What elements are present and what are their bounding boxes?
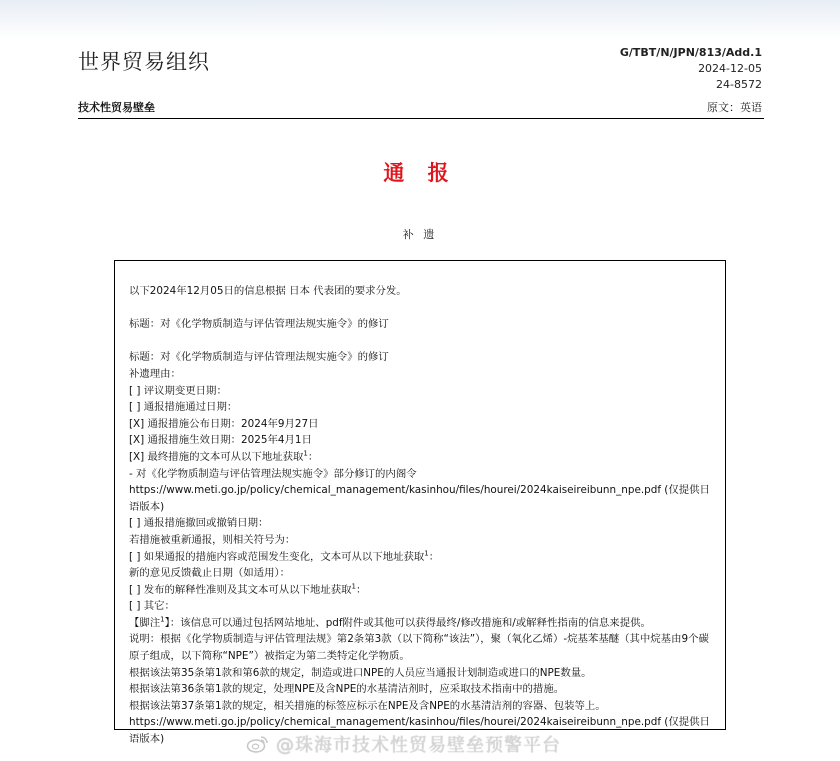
withdrawn-line: [ ] 通报措施撤回或撤销日期： — [129, 517, 269, 530]
document-date: 2024-12-05 — [698, 62, 762, 75]
measure-url-2[interactable]: https://www.meti.go.jp/policy/chemical_management/kasinhou/files/hourei/2024kaiseireibunn_npe.pdf (仅提供日语版本) — [129, 716, 710, 746]
effective-line: [X] 通报措施生效日期：2025年4月1日 — [129, 434, 312, 447]
adopted-line: [ ] 通报措施通过日期： — [129, 401, 238, 414]
notification-title: 通 报 — [383, 161, 457, 185]
measure-url-1[interactable]: https://www.meti.go.jp/policy/chemical_management/kasinhou/files/hourei/2024kaiseireibunn_npe.pdf (仅提供日语版本) — [129, 484, 710, 513]
content-change-line: [ ] 如果通报的措施内容或范围发生变化，文本可从以下地址获取$^1$： — [129, 549, 440, 563]
watermark-text: @珠海市技术性贸易壁垒预警平台 — [276, 735, 561, 756]
new-deadline-line: 新的意见反馈截止日期（如适用）： — [129, 567, 291, 580]
footnote-marker: 1 — [160, 615, 165, 624]
explanation-text: 说明：根据《化学物质制造与评估管理法规》第2条第3款（以下简称“该法”），聚（氧化乙烯）-烷基苯基醚（其中烷基由9个碳原子组成，以下简称“NPE”）被指定为第二类特定化学物质。 — [129, 633, 709, 663]
top-gradient-bar — [0, 0, 840, 40]
amend-order-line: - 对《化学物质制造与评估管理法规实施令》部分修订的内阁令 — [129, 467, 417, 480]
renotified-line: 若措施被重新通报，则相关符号为： — [129, 533, 296, 546]
reference-number: 24-8572 — [716, 78, 762, 91]
header-divider — [78, 118, 764, 119]
organization-name: 世界贸易组织 — [78, 50, 210, 74]
comment-change-line: [ ] 评议期变更日期： — [129, 384, 227, 397]
article-35-text: 根据该法第35条第1款和第6款的规定，制造或进口NPE的人员应当通报计划制造或进口的NPE数量。 — [129, 666, 592, 679]
footnote-marker: 1 — [424, 549, 429, 558]
footnote-marker: 1 — [303, 449, 308, 458]
intro-text: 以下2024年12月05日的信息根据 日本 代表团的要求分发。 — [129, 285, 407, 297]
watermark — [246, 730, 606, 758]
published-line: [X] 通报措施公布日期：2024年9月27日 — [129, 417, 319, 430]
document-references — [620, 45, 762, 93]
final-text-line: [X] 最终措施的文本可从以下地址获取$^1$： — [129, 449, 319, 463]
footnote-marker: 1 — [351, 582, 356, 591]
title-line-2: 标题：对《化学物质制造与评估管理法规实施令》的修订 — [129, 351, 389, 364]
interpretive-line: [ ] 发布的解释性准则及其文本可从以下地址获取$^1$： — [129, 582, 367, 596]
committee-name: 技术性贸易壁垒 — [78, 101, 155, 114]
other-line: [ ] 其它： — [129, 600, 175, 613]
document-symbol: G/TBT/N/JPN/813/Add.1 — [619, 46, 762, 59]
original-language: 原文：英语 — [707, 101, 762, 114]
article-36-text: 根据该法第36条第1款的规定，处理NPE及含NPE的水基清洁剂时，应采取技术指南中的措施。 — [129, 683, 565, 696]
footnote-text: 【脚注$^1$】：该信息可以通过包括网站地址、pdf附件或其他可以获得最终/修改措施和/或解释性指南的信息来提供。 — [129, 615, 651, 629]
title-line-1: 标题：对《化学物质制造与评估管理法规实施令》的修订 — [129, 318, 389, 331]
article-37-text: 根据该法第37条第1款的规定，相关措施的标签应标示在NPE及含NPE的水基清洁剂的容器、包装等上。 — [129, 699, 606, 712]
weibo-icon — [246, 734, 270, 754]
reason-label: 补遗理由： — [129, 367, 181, 380]
addendum-subtitle: 补 遗 — [402, 228, 438, 241]
